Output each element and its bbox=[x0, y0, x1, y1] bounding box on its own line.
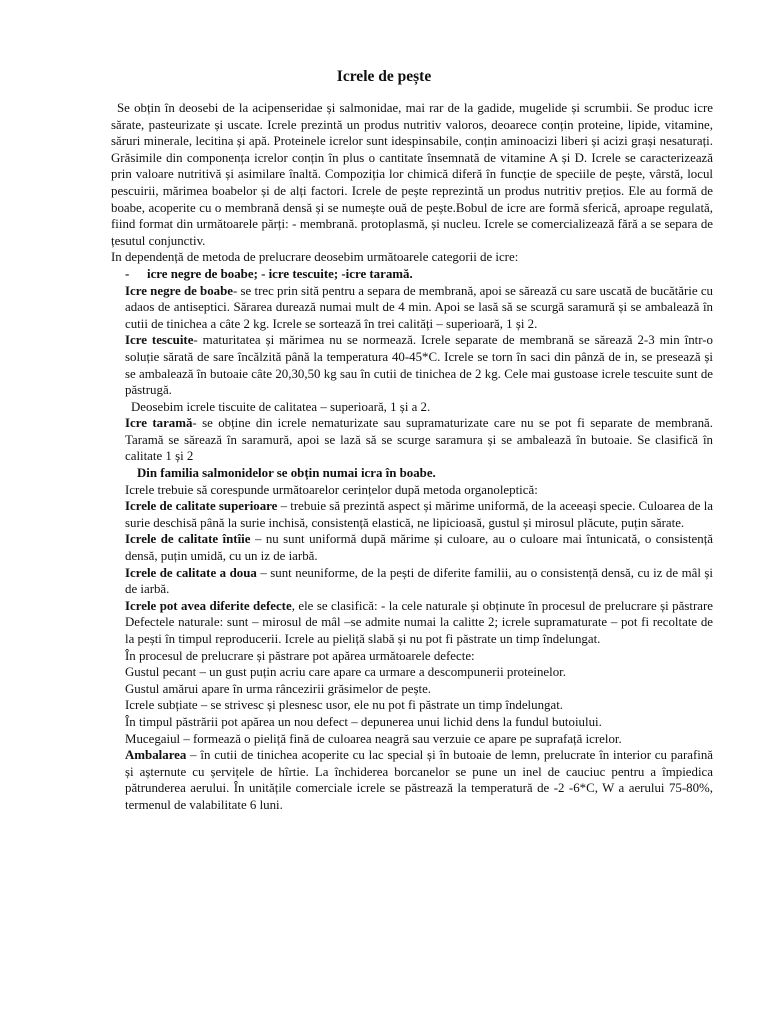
text-icre-tarama: - se obține din icrele nematurizate sau supramaturizate care nu se pot fi separate de membrană. Taramă se sărează în saramură, apoi se lază să se scurge saramura și se ambalează în butoaie. Se clasifică în calitate 1 și 2 bbox=[125, 416, 713, 464]
term-calitate-doua: Icrele de calitate a doua bbox=[125, 565, 257, 580]
term-icre-negre: Icre negre de boabe bbox=[125, 283, 234, 298]
paragraph-cerinte: Icrele trebuie să corespunde următoarelor cerințelor după metoda organoleptică: bbox=[125, 482, 538, 497]
term-calitate-superioara: Icrele de calitate superioare bbox=[125, 499, 278, 514]
text-icre-tescuite: - maturitatea și mărimea nu se normează. Icrele separate de membrană se sărează 2-3 min într-o soluție sărată de sare încălzită până la temperatura 40-45*C. Icrele se torn în saci din pânză de in, se presează și se ambalează în butoaie câte 20,30,50 kg sau în cutii de tinichea de 2 kg. Cele mai gustoase icrele tescuite sunt de păstrugă. bbox=[125, 333, 714, 398]
term-icre-tarama: Icre taramă bbox=[125, 416, 193, 431]
intro-paragraph: Se obțin în deosebi de la acipenseridae și salmonidae, mai rar de la gadide, mugelide și scrumbii. Se produc icre sărate, pasteurizate și uscate. Icrele prezintă un produs nutritiv valoros, deoarece conțin proteine, lipide, vitamine, săruri minerale, lecitina și apă. Proteinele icrelor sunt idespinsabile, conțin aminoacizi liberi și acizi grași nesaturați. Grăsimile din componența icrelor conțin în plus o cantitate însemnată de vitamine A și D. Icrele se caracterizează prin valoare nutritivă și asimilare înaltă. Compoziția lor chimică diferă în funcție de speciile de pește, vârstă, locul pescuirii, mărimea boabelor și de alți factori. Icrele de pește reprezintă un produs nutritiv prețios. Ele au formă de boabe, acoperite cu o membrană densă și se numește ouă de pește.Bobul de icre are formă sferică, aproape regulată, fiind format din următoarele părți: - membrană. protoplasmă, și nucleu. Icrele se comercializează fără a se separa de țesutul conjunctiv. bbox=[111, 101, 713, 248]
paragraph-calitate-intai bbox=[125, 531, 713, 564]
paragraph-salmonide bbox=[125, 465, 713, 482]
text-calitate-intai: – nu sunt uniformă după mărime și culoare, au o culoare mai întunicată, o consistență densă, puțin umidă, cu un iz de iarbă. bbox=[125, 532, 714, 564]
paragraph-tescuite-calitati: Deosebim icrele tiscuite de calitatea – superioară, 1 și a 2. bbox=[131, 399, 431, 414]
paragraph-icre-subtiate: Icrele subțiate – se strivesc și plesnesc usor, ele nu pot fi păstrate un timp îndelungat. bbox=[125, 698, 564, 713]
text-icre-negre: - se trec prin sită pentru a separa de membrană, apoi se sărează cu sare uscată de bucătărie cu adaos de antiseptici. Sărarea durează numai mult de 4 min. Apoi se lasă să se scurgă saramură și se ambalează în cutii de tinichea a câte 2 kg. Icrele se sortează în trei calități – superioară, 1 și 2. bbox=[125, 283, 713, 331]
document-body bbox=[111, 100, 713, 814]
paragraph-calitate-doua bbox=[125, 565, 713, 598]
paragraph-calitate-superioara bbox=[125, 498, 713, 531]
paragraph-gust-amarui: Gustul amărui apare în urma râncezirii grăsimelor de pește. bbox=[125, 681, 432, 696]
paragraph-gust-pecant: Gustul pecant – un gust puțin acriu care apare ca urmare a descompunerii proteinelor. bbox=[125, 665, 566, 680]
text-defecte: , ele se clasifică: - la cele naturale și obținute în procesul de prelucrare și păstrare Defectele naturale: sunt – mirosul de mâl –se admite numai la calitte 2; icrele supramaturate – pot fi recoltate de la pești în timpul reproducerii. Icrele au pieliță slabă și nu pot fi păstrate un timp îndelungat. bbox=[125, 598, 713, 646]
term-ambalarea: Ambalarea bbox=[125, 748, 187, 763]
salmonide-text: Din familia salmonidelor se obțin numai icra în boabe. bbox=[137, 466, 436, 481]
text-calitate-doua: – sunt neuniforme, de la pești de diferite familii, au o consistență densă, cu iz de mâl și de iarbă. bbox=[125, 565, 713, 597]
page-title: Icrele de pește bbox=[336, 68, 432, 85]
list-dash: - bbox=[125, 266, 130, 281]
paragraph-defecte bbox=[125, 598, 713, 648]
paragraph-prelucrare: În procesul de prelucrare și păstrare pot apărea următoarele defecte: bbox=[125, 648, 475, 663]
categories-line: icre negre de boabe; - icre tescuite; -icre taramă. bbox=[147, 266, 413, 281]
term-defecte: Icrele pot avea diferite defecte bbox=[125, 598, 292, 613]
paragraph-icre-tescuite bbox=[125, 332, 713, 398]
paragraph-icre-negre bbox=[125, 283, 713, 333]
text-ambalarea: – în cutii de tinichea acoperite cu lac special și în butoaie de lemn, prelucrate în interior cu parafină și așternute cu șervițele de hîrtie. La închiderea borcanelor se pune un inel de cauciuc pentru a împiedica pătrunderea aerului. În unitățile comerciale icrele se păstrează la temperatură de -2 -6*C, W a aerului 75-80%, termenul de valabilitate 6 luni. bbox=[125, 748, 713, 812]
categories-intro: In dependență de metoda de prelucrare deosebim următoarele categorii de icre: bbox=[111, 250, 519, 265]
paragraph-ambalarea bbox=[125, 747, 713, 813]
text-calitate-superioara: – trebuie să prezintă aspect și mărime uniformă, de la aceeași specie. Culoarea de la surie deschisă până la surie inchisă, consistență elastică, ne lipicioasă, gustul și mirosul plăcute, puțin sărate. bbox=[125, 499, 714, 530]
categories-list bbox=[125, 266, 713, 283]
paragraph-pastrare: În timpul păstrării pot apărea un nou defect – depunerea unui lichid dens la fundul butoiului. bbox=[125, 714, 602, 729]
term-calitate-intai: Icrele de calitate întîie bbox=[125, 532, 251, 547]
paragraph-mucegaiul: Mucegaiul – formează o pieliță fină de culoarea neagră sau verzuie ce apare pe suprafață icrelor. bbox=[125, 731, 622, 746]
paragraph-icre-tarama bbox=[125, 415, 713, 465]
term-icre-tescuite: Icre tescuite bbox=[125, 333, 194, 348]
